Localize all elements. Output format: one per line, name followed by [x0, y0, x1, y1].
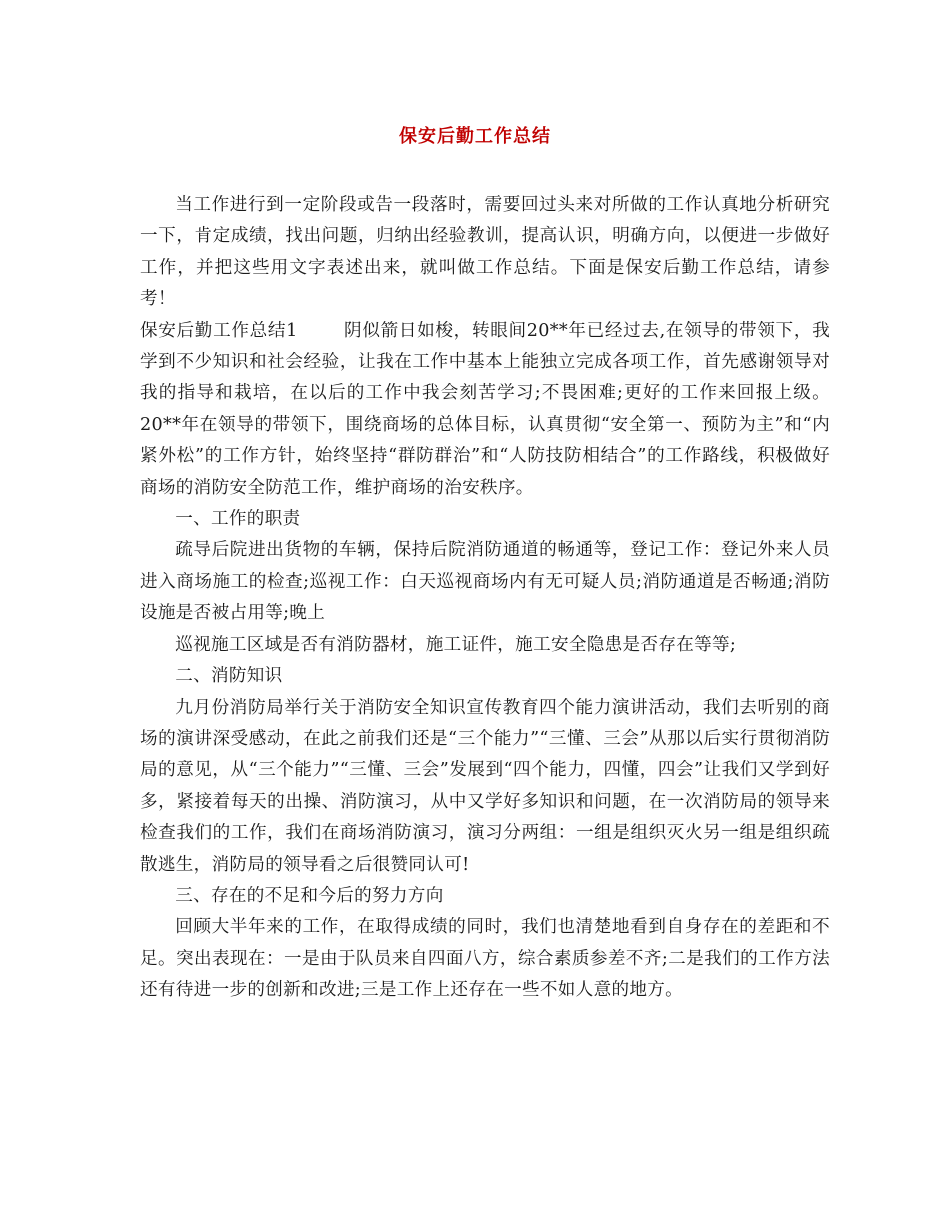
heading-fire-knowledge: 二、消防知识	[175, 666, 283, 687]
duties-paragraph: 疏导后院进出货物的车辆，保持后院消防通道的畅通等，登记工作：登记外来人员进入商场施工的检查;巡视工作：白天巡视商场内有无可疑人员;消防通道是否畅通;消防设施是否被占用等;晚上	[140, 540, 830, 624]
section-label: 保安后勤工作总结1	[140, 320, 298, 341]
fire-knowledge-paragraph: 九月份消防局举行关于消防安全知识宣传教育四个能力演讲活动，我们去听别的商场的演讲深受感动，在此之前我们还是“三个能力”“三懂、三会”从那以后实行贯彻消防局的意见，从“三个能力”“三懂、三会”发展到“四个能力，四懂，四会”让我们又学到好多，紧接着每天的出操、消防演习，从中又学好多知识和问题，在一次消防局的领导来检查我们的工作，我们在商场消防演习，演习分两组：一组是组织灭火另一组是组织疏散逃生，消防局的领导看之后很赞同认可!	[140, 697, 830, 875]
inspection-paragraph: 巡视施工区域是否有消防器材，施工证件，施工安全隐患是否存在等等;	[175, 634, 737, 655]
document-body	[140, 190, 830, 1007]
heading-shortcomings: 三、存在的不足和今后的努力方向	[175, 885, 444, 906]
summary-1-paragraph	[140, 316, 830, 504]
shortcomings-paragraph: 回顾大半年来的工作，在取得成绩的同时，我们也清楚地看到自身存在的差距和不足。突出表现在：一是由于队员来自四面八方，综合素质参差不齐;二是我们的工作方法还有待进一步的创新和改进;三是工作上还存在一些不如人意的地方。	[140, 917, 830, 1001]
heading-duties: 一、工作的职责	[175, 509, 301, 530]
intro-paragraph: 当工作进行到一定阶段或告一段落时，需要回过头来对所做的工作认真地分析研究一下，肯定成绩，找出问题，归纳出经验教训，提高认识，明确方向，以便进一步做好工作，并把这些用文字表述出来，就叫做工作总结。下面是保安后勤工作总结，请参考！	[140, 195, 830, 310]
summary-1-text: 阴似箭日如梭，转眼间20**年已经过去,在领导的带领下，我学到不少知识和社会经验，让我在工作中基本上能独立完成各项工作，首先感谢领导对我的指导和栽培，在以后的工作中我会刻苦学习;不畏困难;更好的工作来回报上级。20**年在领导的带领下，围绕商场的总体目标，认真贯彻“安全第一、预防为主”和“内紧外松”的工作方针，始终坚持“群防群治”和“人防技防相结合”的工作路线，积极做好商场的消防安全防范工作，维护商场的治安秩序。	[140, 320, 830, 498]
document-title: 保安后勤工作总结	[399, 126, 551, 147]
